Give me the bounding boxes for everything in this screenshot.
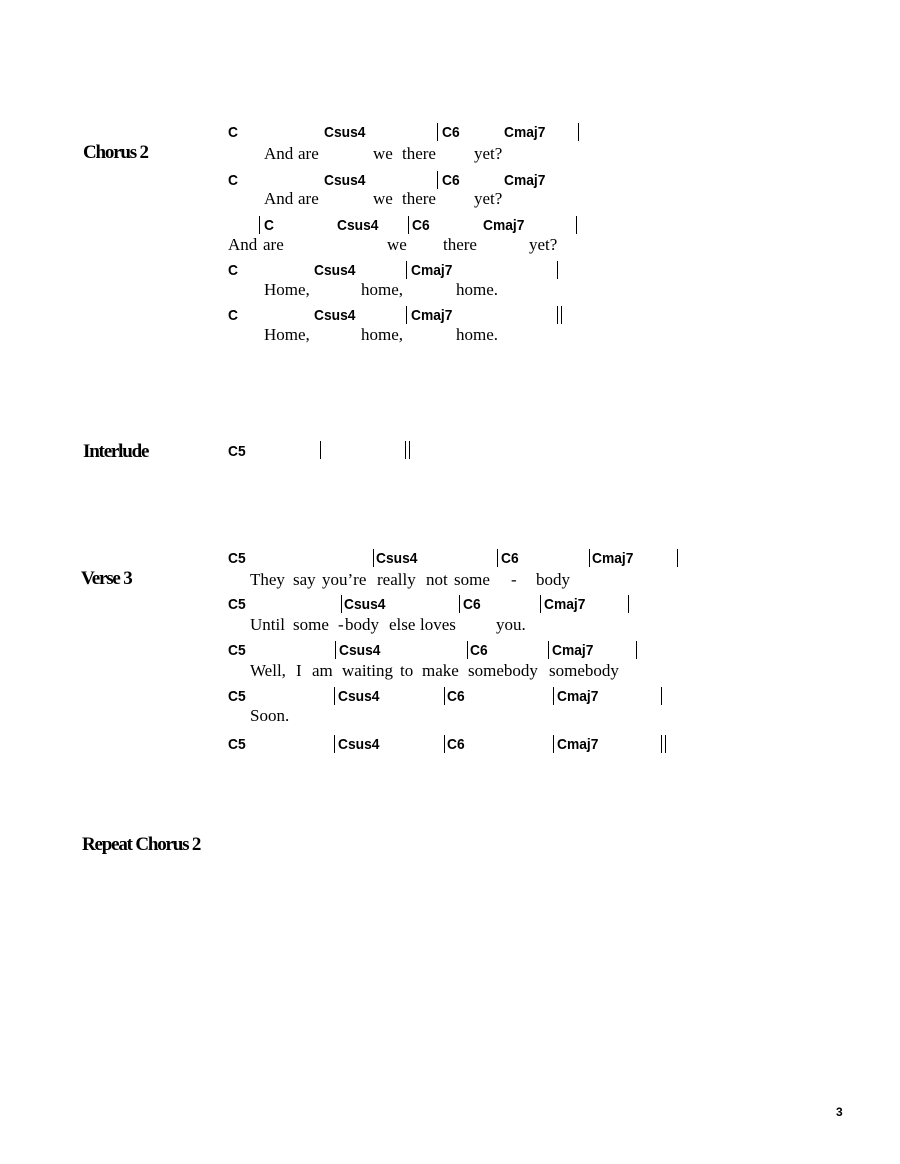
bar-line — [540, 595, 541, 613]
bar-line — [578, 123, 579, 141]
bar-line — [636, 641, 637, 659]
chord: C5 — [228, 736, 246, 753]
lyric: not — [426, 570, 448, 589]
bar-line — [406, 306, 407, 324]
bar-line — [341, 595, 342, 613]
bar-line — [406, 261, 407, 279]
chord: Cmaj7 — [552, 642, 594, 659]
chord: C — [228, 262, 238, 279]
chord: Cmaj7 — [483, 217, 525, 234]
chord: Cmaj7 — [411, 262, 453, 279]
lyric: And — [264, 189, 294, 208]
lyric: - — [338, 615, 344, 634]
section-label-verse-3: Verse 3 — [81, 568, 132, 589]
chord: Cmaj7 — [544, 596, 586, 613]
chord: C5 — [228, 550, 246, 567]
chord: C5 — [228, 596, 246, 613]
lyric: And — [264, 144, 294, 163]
lyric: make — [422, 661, 459, 680]
chord: Csus4 — [339, 642, 381, 659]
chord: C6 — [501, 550, 519, 567]
bar-line — [661, 687, 662, 705]
chord: Cmaj7 — [557, 736, 599, 753]
chord: C5 — [228, 642, 246, 659]
chord: C6 — [463, 596, 481, 613]
double-bar-line — [409, 441, 410, 459]
lyric: home. — [456, 280, 499, 299]
lyric: am — [312, 661, 333, 680]
bar-line — [548, 641, 549, 659]
lyric: are — [263, 235, 284, 254]
section-label-repeat-chorus-2: Repeat Chorus 2 — [82, 834, 201, 855]
lyric: I — [296, 661, 302, 680]
lyric: are — [298, 189, 319, 208]
lyric: somebody — [468, 661, 538, 680]
chord: Csus4 — [337, 217, 379, 234]
bar-line — [334, 687, 335, 705]
lyric: we — [387, 235, 407, 254]
bar-line — [589, 549, 590, 567]
section-label-chorus-2: Chorus 2 — [83, 142, 148, 163]
lyric: home, — [361, 325, 404, 344]
double-bar-line — [665, 735, 666, 753]
chord: C — [264, 217, 274, 234]
lyric: somebody — [549, 661, 619, 680]
lyric: are — [298, 144, 319, 163]
page-number: 3 — [836, 1105, 843, 1119]
lyric: yet? — [474, 189, 503, 208]
bar-line — [553, 687, 554, 705]
lyric: home. — [456, 325, 499, 344]
lyric: - — [511, 570, 517, 589]
lyric: And — [228, 235, 258, 254]
bar-line — [553, 735, 554, 753]
bar-line — [437, 123, 438, 141]
chord: Csus4 — [344, 596, 386, 613]
chord: C — [228, 172, 238, 189]
double-bar-line — [561, 306, 562, 324]
chord: C6 — [442, 124, 460, 141]
chord: Cmaj7 — [504, 172, 546, 189]
chord: C — [228, 307, 238, 324]
chord: Cmaj7 — [411, 307, 453, 324]
lyric: Home, — [264, 280, 310, 299]
bar-line — [259, 216, 260, 234]
double-bar-line — [405, 441, 406, 459]
bar-line — [459, 595, 460, 613]
bar-line — [408, 216, 409, 234]
chord: Csus4 — [324, 124, 366, 141]
chord: Csus4 — [338, 688, 380, 705]
lyric: really — [377, 570, 416, 589]
chord: C5 — [228, 443, 246, 460]
double-bar-line — [557, 306, 558, 324]
bar-line — [628, 595, 629, 613]
bar-line — [576, 216, 577, 234]
lyric: They — [250, 570, 285, 589]
lyric: Soon. — [250, 706, 290, 725]
chord: Csus4 — [376, 550, 418, 567]
lyric: some — [454, 570, 490, 589]
lyric: there — [402, 189, 436, 208]
bar-line — [373, 549, 374, 567]
chord: C6 — [447, 688, 465, 705]
bar-line — [335, 641, 336, 659]
lyric: we — [373, 189, 393, 208]
lyric: some — [293, 615, 329, 634]
lyric: body — [536, 570, 570, 589]
chord: Csus4 — [314, 262, 356, 279]
lyric: Until — [250, 615, 285, 634]
lyric: loves — [420, 615, 456, 634]
bar-line — [437, 171, 438, 189]
chord: C5 — [228, 688, 246, 705]
chord: C6 — [470, 642, 488, 659]
bar-line — [444, 735, 445, 753]
lyric: to — [400, 661, 414, 680]
double-bar-line — [661, 735, 662, 753]
chord: C6 — [442, 172, 460, 189]
chord: Cmaj7 — [557, 688, 599, 705]
lyric: waiting — [342, 661, 393, 680]
chord: C — [228, 124, 238, 141]
chord: C6 — [447, 736, 465, 753]
chord: Cmaj7 — [592, 550, 634, 567]
chord: C6 — [412, 217, 430, 234]
bar-line — [557, 261, 558, 279]
lyric: say — [293, 570, 316, 589]
lyric: home, — [361, 280, 404, 299]
chord: Cmaj7 — [504, 124, 546, 141]
bar-line — [467, 641, 468, 659]
bar-line — [677, 549, 678, 567]
lyric: Well, — [250, 661, 286, 680]
lyric: body — [345, 615, 379, 634]
section-label-interlude: Interlude — [83, 441, 149, 462]
bar-line — [334, 735, 335, 753]
lyric: Home, — [264, 325, 310, 344]
chord: Csus4 — [338, 736, 380, 753]
lyric: you. — [496, 615, 526, 634]
lyric: you’re — [322, 570, 367, 589]
lyric: there — [402, 144, 436, 163]
bar-line — [444, 687, 445, 705]
lyric: there — [443, 235, 477, 254]
bar-line — [497, 549, 498, 567]
lyric: else — [389, 615, 416, 634]
chord: Csus4 — [314, 307, 356, 324]
chord: Csus4 — [324, 172, 366, 189]
lyric: we — [373, 144, 393, 163]
lyric: yet? — [529, 235, 558, 254]
lyric: yet? — [474, 144, 503, 163]
bar-line — [320, 441, 321, 459]
